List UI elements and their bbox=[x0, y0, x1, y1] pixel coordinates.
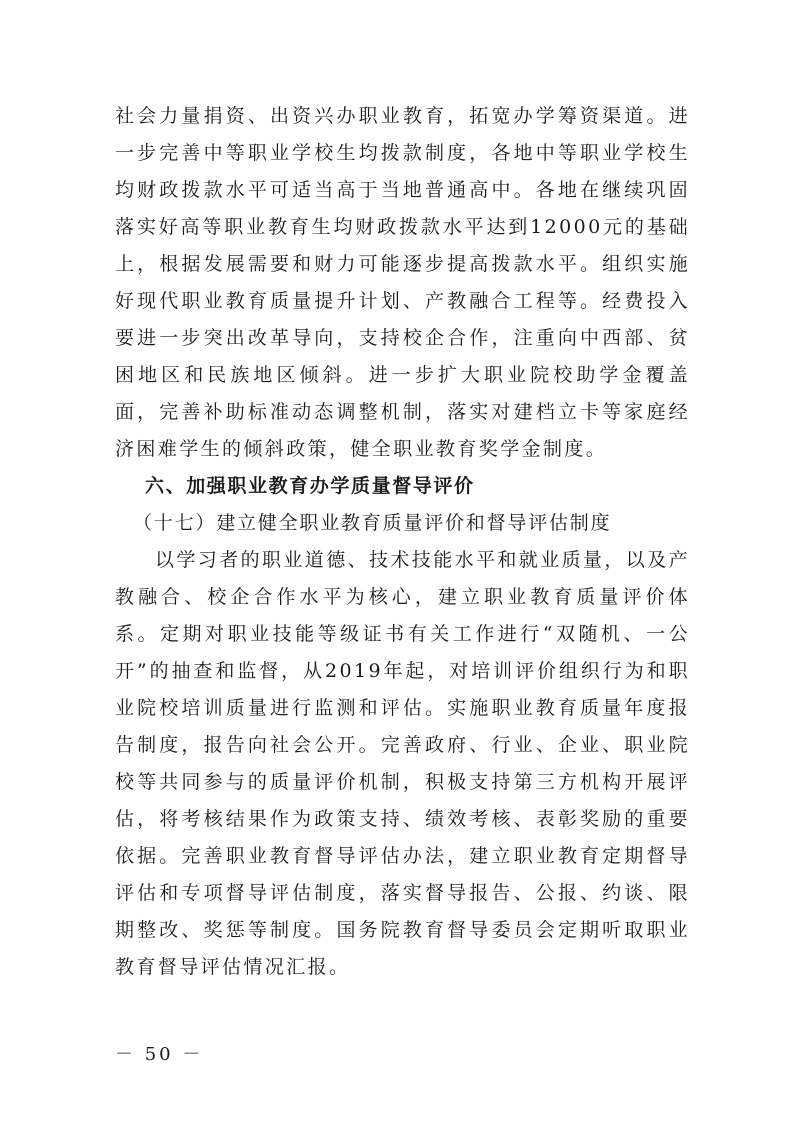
page-number: － 50 － bbox=[115, 1044, 204, 1065]
document-body bbox=[115, 98, 690, 986]
body-paragraph-continued: 社会力量捐资、出资兴办职业教育，拓宽办学筹资渠道。进一步完善中等职业学校生均拨款制度，各地中等职业学校生均财政拨款水平可适当高于当地普通高中。各地在继续巩固落实好高等职业教育生均财政拨款水平达到12000元的基础上，根据发展需要和财力可能逐步提高拨款水平。组织实施好现代职业教育质量提升计划、产教融合工程等。经费投入要进一步突出改革导向，支持校企合作，注重向中西部、贫困地区和民族地区倾斜。进一步扩大职业院校助学金覆盖面，完善补助标准动态调整机制，落实对建档立卡等家庭经济困难学生的倾斜政策，健全职业教育奖学金制度。 bbox=[115, 105, 690, 460]
section-heading: 六、加强职业教育办学质量督导评价 bbox=[145, 475, 475, 497]
subsection-heading: （十七）建立健全职业教育质量评价和督导评估制度 bbox=[133, 512, 612, 534]
body-paragraph: 以学习者的职业道德、技术技能水平和就业质量，以及产教融合、校企合作水平为核心，建立职业教育质量评价体系。定期对职业技能等级证书有关工作进行“双随机、一公开”的抽查和监督，从2019年起，对培训评价组织行为和职业院校培训质量进行监测和评估。实施职业教育质量年度报告制度，报告向社会公开。完善政府、行业、企业、职业院校等共同参与的质量评价机制，积极支持第三方机构开展评估，将考核结果作为政策支持、绩效考核、表彰奖励的重要依据。完善职业教育督导评估办法，建立职业教育定期督导评估和专项督导评估制度，落实督导报告、公报、约谈、限期整改、奖惩等制度。国务院教育督导委员会定期听取职业教育督导评估情况汇报。 bbox=[115, 549, 691, 978]
